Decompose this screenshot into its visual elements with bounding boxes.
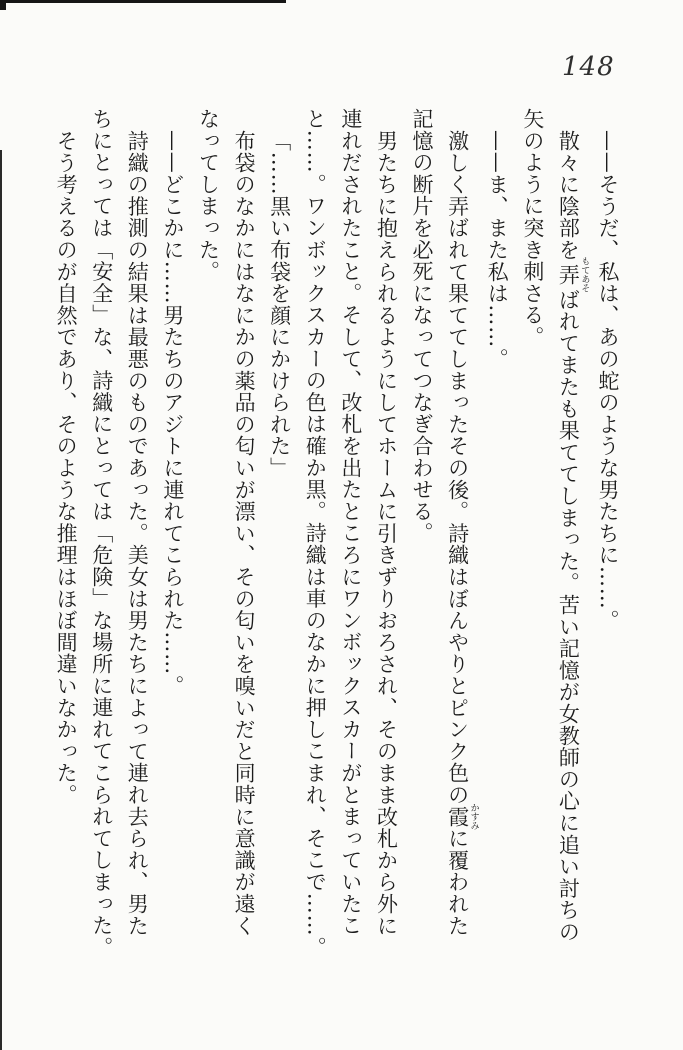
text-column: ちにとっては「安全」な、詩織にとっては「危険」な場所に連れてこられてしまった。 [89, 108, 114, 959]
scan-artifact-top-edge [0, 0, 286, 3]
text-column: ——どこかに……男たちのアジトに連れてこられた……。 [160, 130, 185, 697]
text-column: 散々に陰部を弄 もてあそばれてまたも果ててしまった。苦い記憶が女教師の心に追い討ちの [556, 130, 590, 943]
text-column: 記憶の断片を必死になってつなぎ合わせる。 [410, 108, 435, 544]
text-column: 「……黒い布袋を顔にかけられた」 [267, 130, 292, 479]
scan-artifact-corner [0, 0, 6, 10]
text-column: と……。ワンボックスカーの色は確か黒。詩織は車のなかに押しこまれ、そこで……。 [303, 108, 328, 959]
text-column: ——ま、また私は……。 [485, 130, 510, 370]
text-column: 激しく弄ばれて果ててしまったその後。詩織はぼんやりとピンク色の霞 かすみに覆われた [445, 130, 479, 937]
vertical-text-block [48, 108, 626, 988]
text-column: ——そうだ、私は、あの蛇のような男たちに……。 [596, 130, 620, 632]
page-number: 148 [562, 52, 615, 82]
text-column: なってしまった。 [196, 108, 221, 283]
text-column: 布袋のなかにはなにかの薬品の匂いが漂い、その匂いを嗅いだと同時に意識が遠く [232, 130, 257, 937]
text-column: 連れだされたこと。そして、改札を出たところにワンボックスカーがとまっていたこ [338, 108, 363, 937]
text-column: 男たちに抱えられるようにしてホームに引きずりおろされ、そのまま改札から外に [374, 130, 399, 937]
text-column: そう考えるのが自然であり、そのような推理はほぼ間違いなかった。 [54, 130, 79, 806]
text-column: 矢のように突き刺さる。 [520, 108, 545, 348]
scan-artifact-left-edge [0, 150, 2, 1050]
text-column: 詩織の推測の結果は最悪のものであった。美女は男たちによって連れ去られ、男た [125, 130, 150, 937]
